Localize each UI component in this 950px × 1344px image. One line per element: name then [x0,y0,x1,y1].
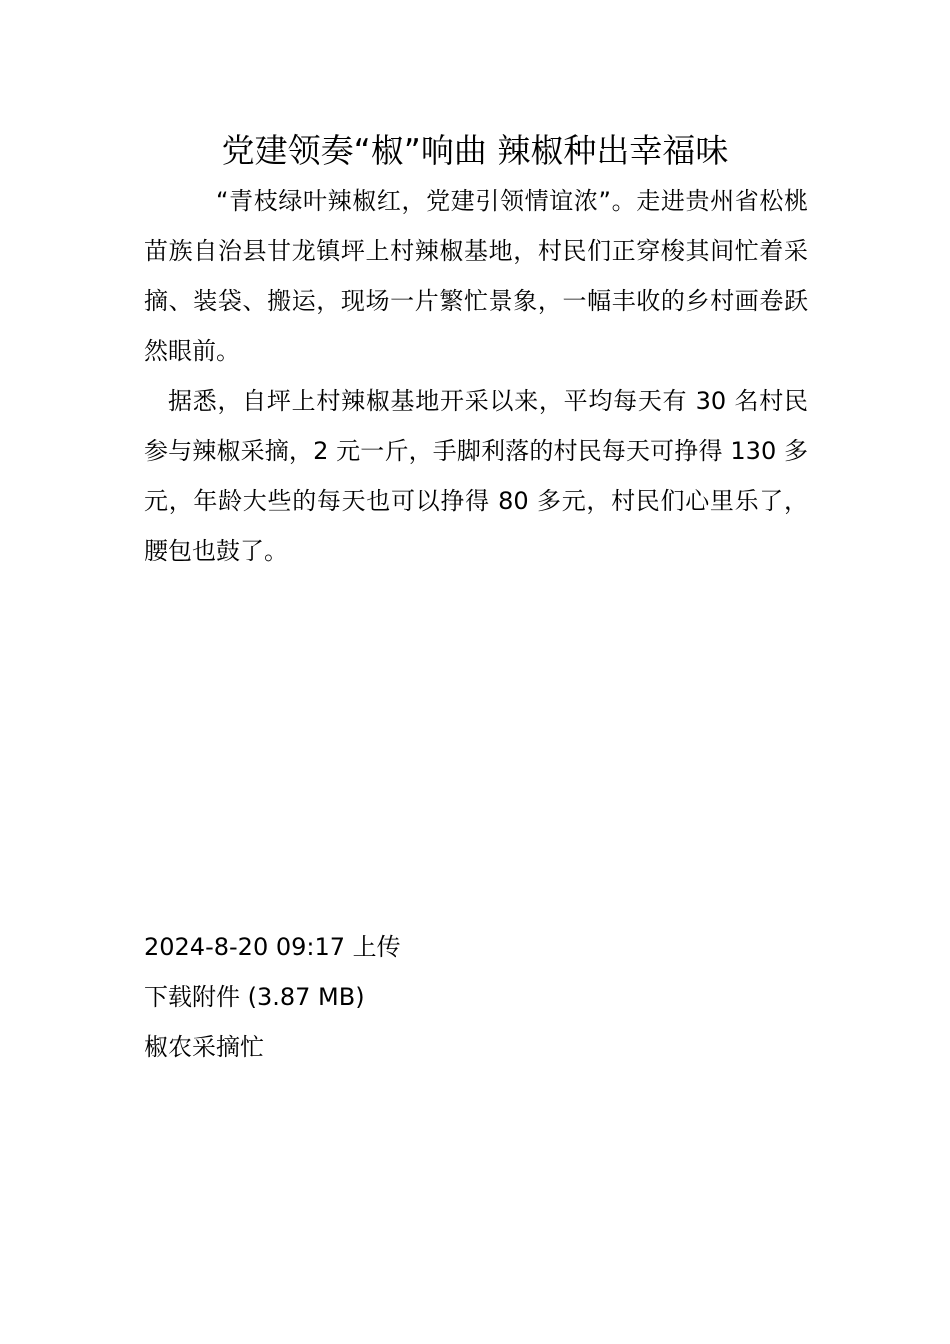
article-paragraph-2: 据悉，自坪上村辣椒基地开采以来，平均每天有 30 名村民参与辣椒采摘，2 元一斤，手脚利落的村民每天可挣得 130 多元，年龄大些的每天也可以挣得 80 多元，村民们心里乐了，腰包也鼓了。 [144,387,808,565]
upload-timestamp: 2024-8-20 09:17 上传 [144,933,401,961]
article-paragraph-1: “青枝绿叶辣椒红，党建引领情谊浓”。走进贵州省松桃苗族自治县甘龙镇坪上村辣椒基地，村民们正穿梭其间忙着采摘、装袋、搬运，现场一片繁忙景象，一幅丰收的乡村画卷跃然眼前。 [144,187,808,365]
download-attachment-link[interactable]: 下载附件 (3.87 MB) [144,983,365,1011]
attachment-info [144,922,808,1072]
article-title: 党建领奏“椒”响曲 辣椒种出幸福味 [221,131,729,170]
article-body [144,176,808,576]
attachment-caption: 椒农采摘忙 [144,1033,264,1061]
